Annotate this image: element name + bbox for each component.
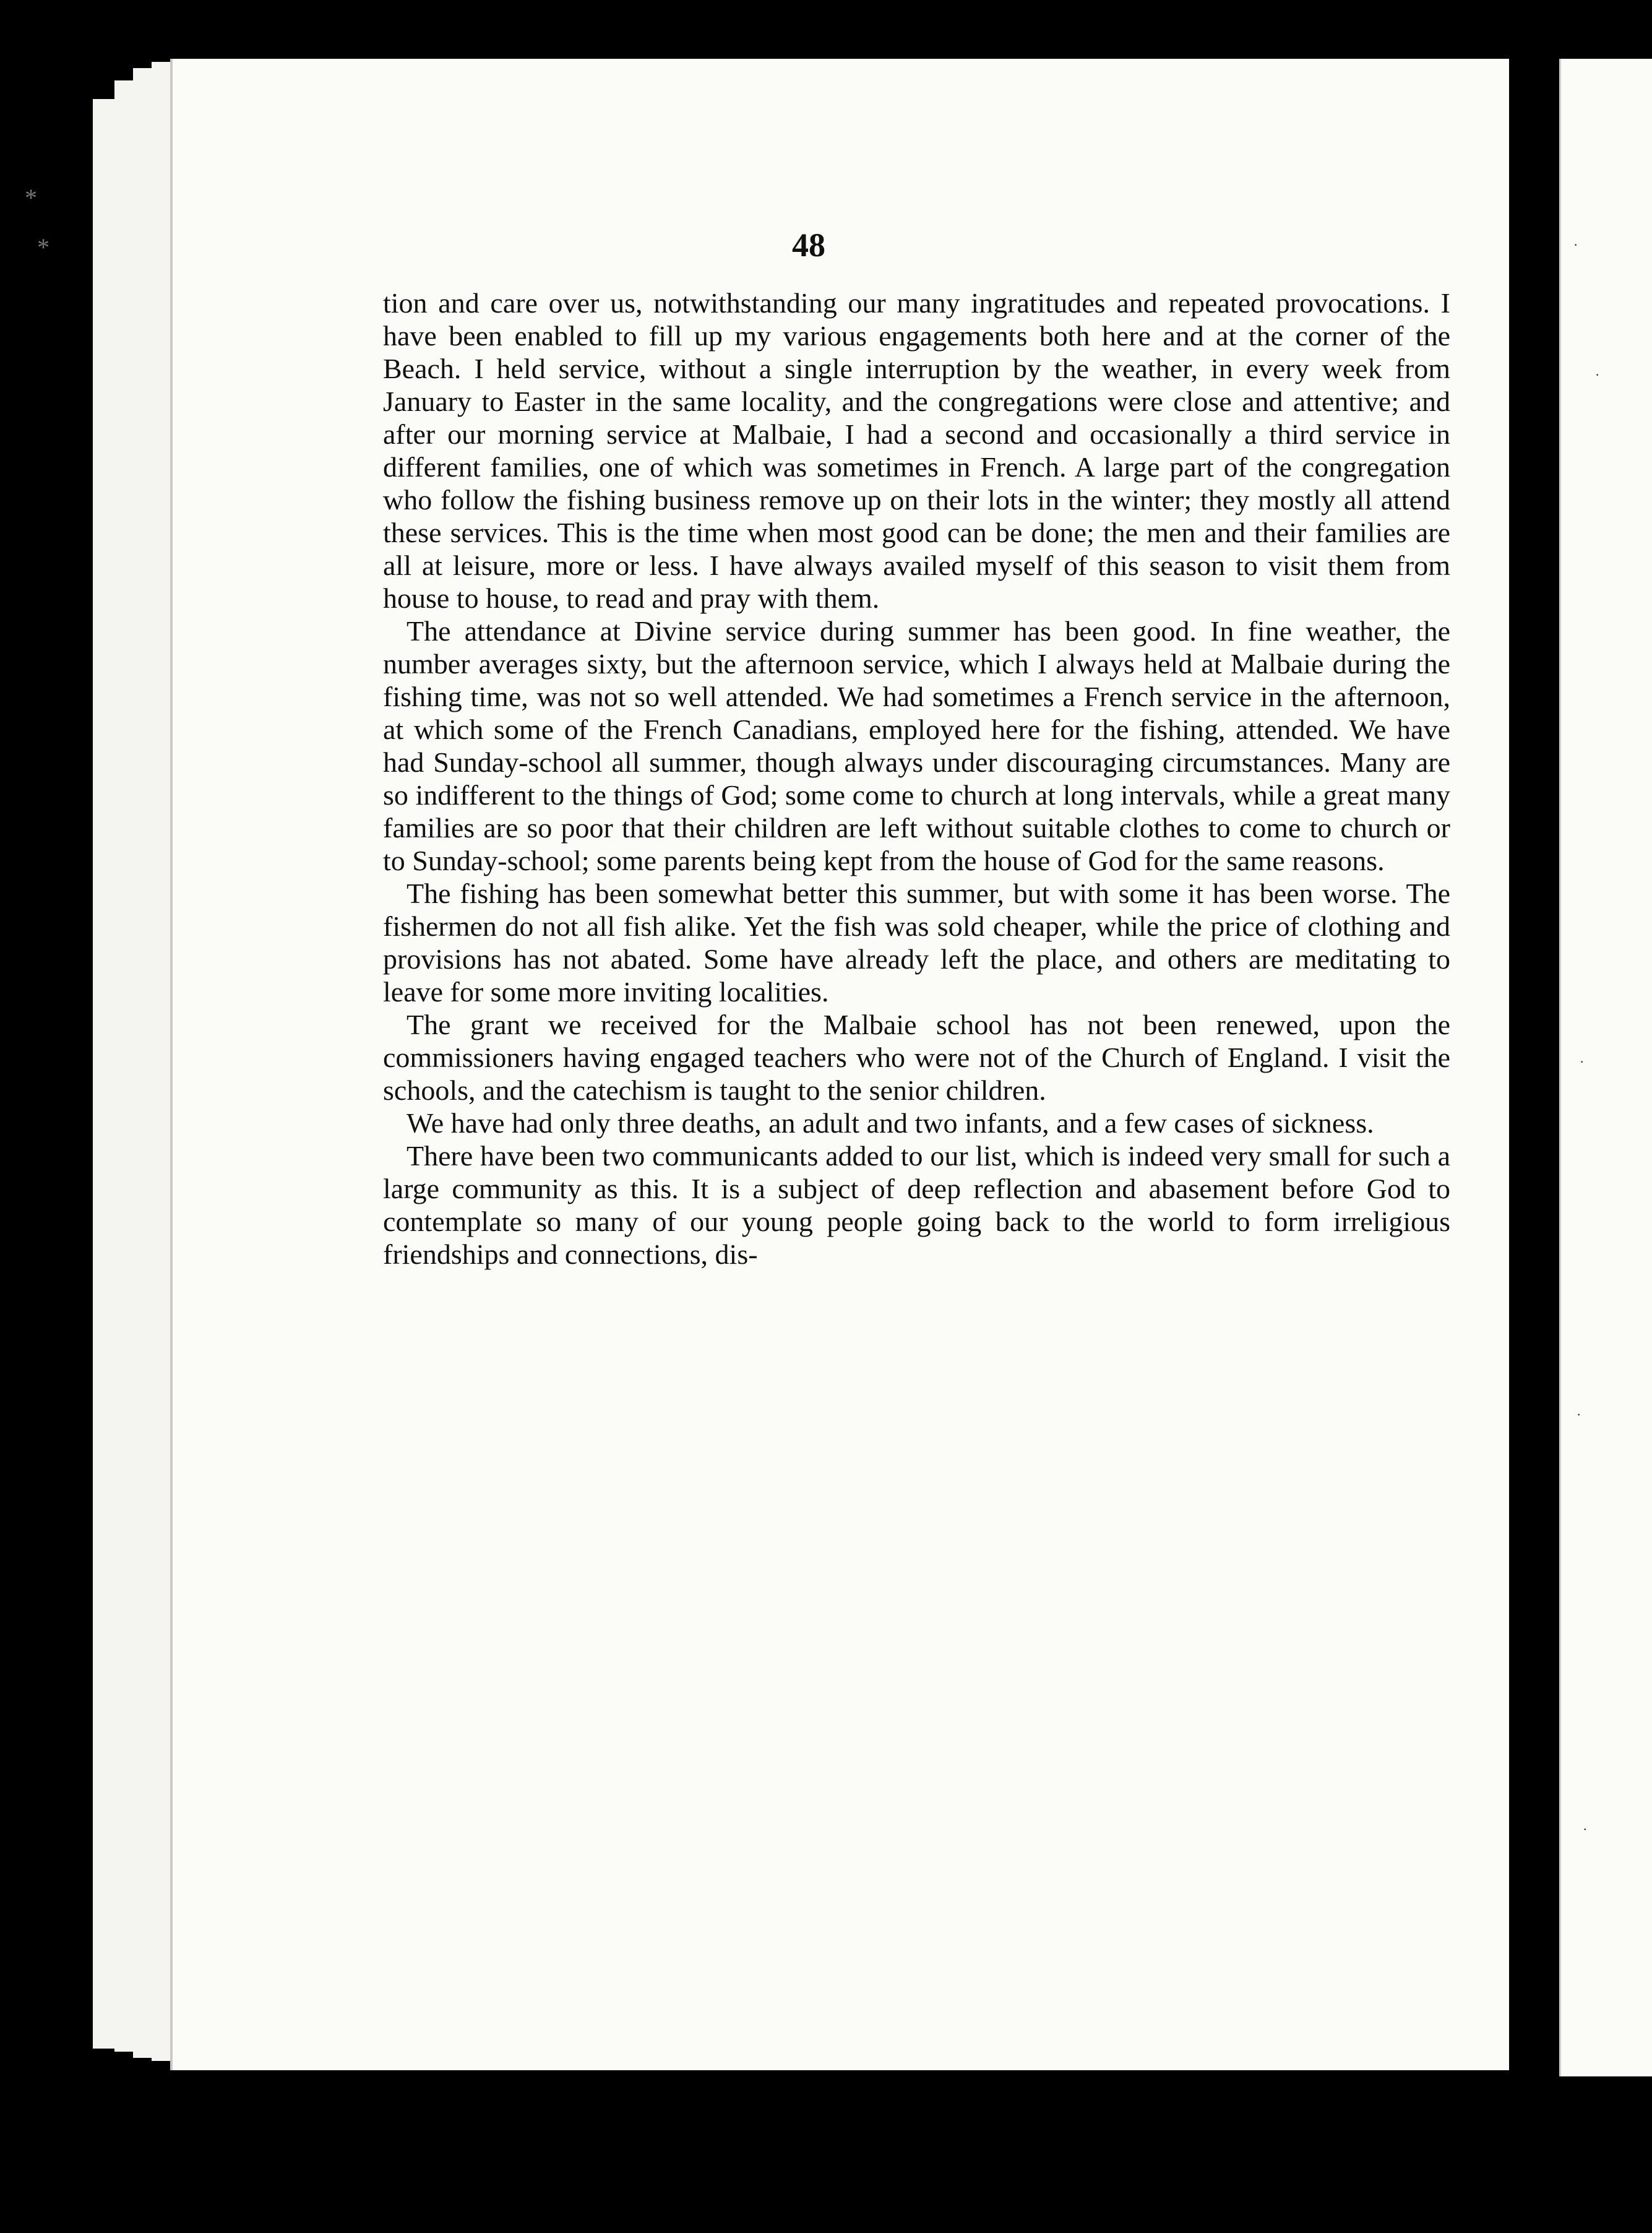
paragraph: The fishing has been somewhat better this summer, but with some it has been worse. The fishermen do not all fish alike. Yet the fish was sold cheaper, while the price of clothing and provisions has not abated. Some have already left the place, and others are meditating to leave for some more inviting localities.: [383, 878, 1450, 1008]
scan-speck: ·: [1595, 367, 1600, 382]
paragraph: The attendance at Divine service during summer has been good. In fine weather, the number averages sixty, but the afternoon service, which I always held at Malbaie during the fishing time, was not so well attended. We had sometimes a French service in the afternoon, at which some of the French Canadians, employed here for the fishing, attended. We have had Sunday-school all summer, though always under discouraging circumstances. Many are so indifferent to the things of God; some come to church at long intervals, while a great many families are so poor that their children are left without suitable clothes to come to church or to Sunday-school; some parents being kept from the house of God for the same reasons.: [383, 615, 1450, 876]
scan-speck: ·: [1573, 237, 1578, 253]
scan-speck: ·: [1577, 1407, 1581, 1422]
paragraph: The grant we received for the Malbaie school has not been renewed, upon the commissioners having engaged teachers who were not of the Church of England. I visit the schools, and the catechism is taught to the senior children.: [383, 1009, 1450, 1106]
paragraph: tion and care over us, notwithstanding our many ingratitudes and repeated provocations. I have been enabled to fill up my various engagements both here and at the corner of the Beach. I held service, without a single interruption by the weather, in every week from January to Easter in the same locality, and the congregations were close and attentive; and after our morning service at Malbaie, I had a second and occasionally a third service in different families, one of which was sometimes in French. A large part of the congregation who follow the fishing business remove up on their lots in the winter; they mostly all attend these services. This is the time when most good can be done; the men and their families are all at leisure, more or less. I have always availed myself of this season to visit them from house to house, to read and pray with them.: [383, 287, 1450, 614]
facing-page-edge: [1559, 59, 1652, 2076]
scan-speck: *: [37, 233, 49, 261]
book-page: [170, 59, 1509, 2070]
page-number: 48: [792, 227, 825, 264]
scan-speck: *: [25, 184, 37, 212]
paragraph: There have been two communicants added to our list, which is indeed very small for such a large community as this. It is a subject of deep reflection and abasement before God to contemplate so many of our young people going back to the world to form irreligious friendships and connections, dis-: [383, 1140, 1450, 1270]
scan-speck: ·: [1580, 1054, 1585, 1069]
paragraph: We have had only three deaths, an adult and two infants, and a few cases of sickness.: [407, 1107, 1374, 1139]
scan-speck: ·: [1583, 1821, 1588, 1837]
body-text: [383, 287, 1450, 1271]
